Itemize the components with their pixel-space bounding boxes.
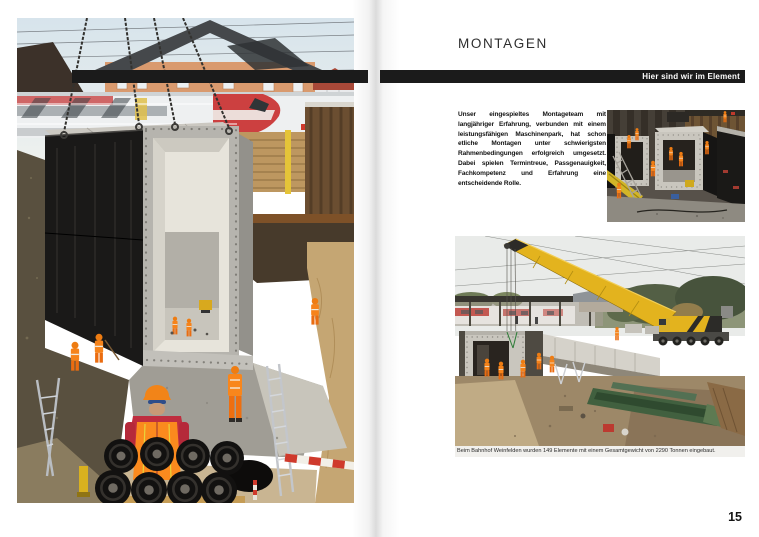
marker-pole [253, 480, 257, 500]
banner-label: Hier sind wir im Element [642, 72, 740, 81]
concrete-element [45, 122, 253, 370]
big-photo-illustration [455, 236, 745, 446]
banner-bar-left [72, 70, 368, 83]
page-number: 15 [728, 510, 742, 524]
crane-photo [455, 236, 745, 446]
small-photo-illustration [607, 110, 745, 222]
page-title: MONTAGEN [458, 36, 548, 51]
photo-caption: Beim Bahnhof Weinfelden wurden 149 Elemente mit einem Gesamtgewicht von 2290 Tonnen eingebaut. [455, 446, 745, 457]
intro-paragraph: Unser eingespieltes Montageteam mit langjähriger Erfahrung, verbunden mit einem leistungsfähigen Maschinenpark, hat schon etliche Montagen unter schwierigsten Rahmenbedingungen erfolgreich umgesetzt. Dabei spielen Termintreue, Passgenauigkeit, Fachkompetenz und Erfahrung eine entscheidende Rolle. [458, 111, 606, 187]
left-photo-illustration [17, 18, 354, 503]
elements-assembly-photo [607, 110, 745, 222]
banner-bar-right [380, 70, 745, 83]
left-page-photo [17, 18, 354, 503]
